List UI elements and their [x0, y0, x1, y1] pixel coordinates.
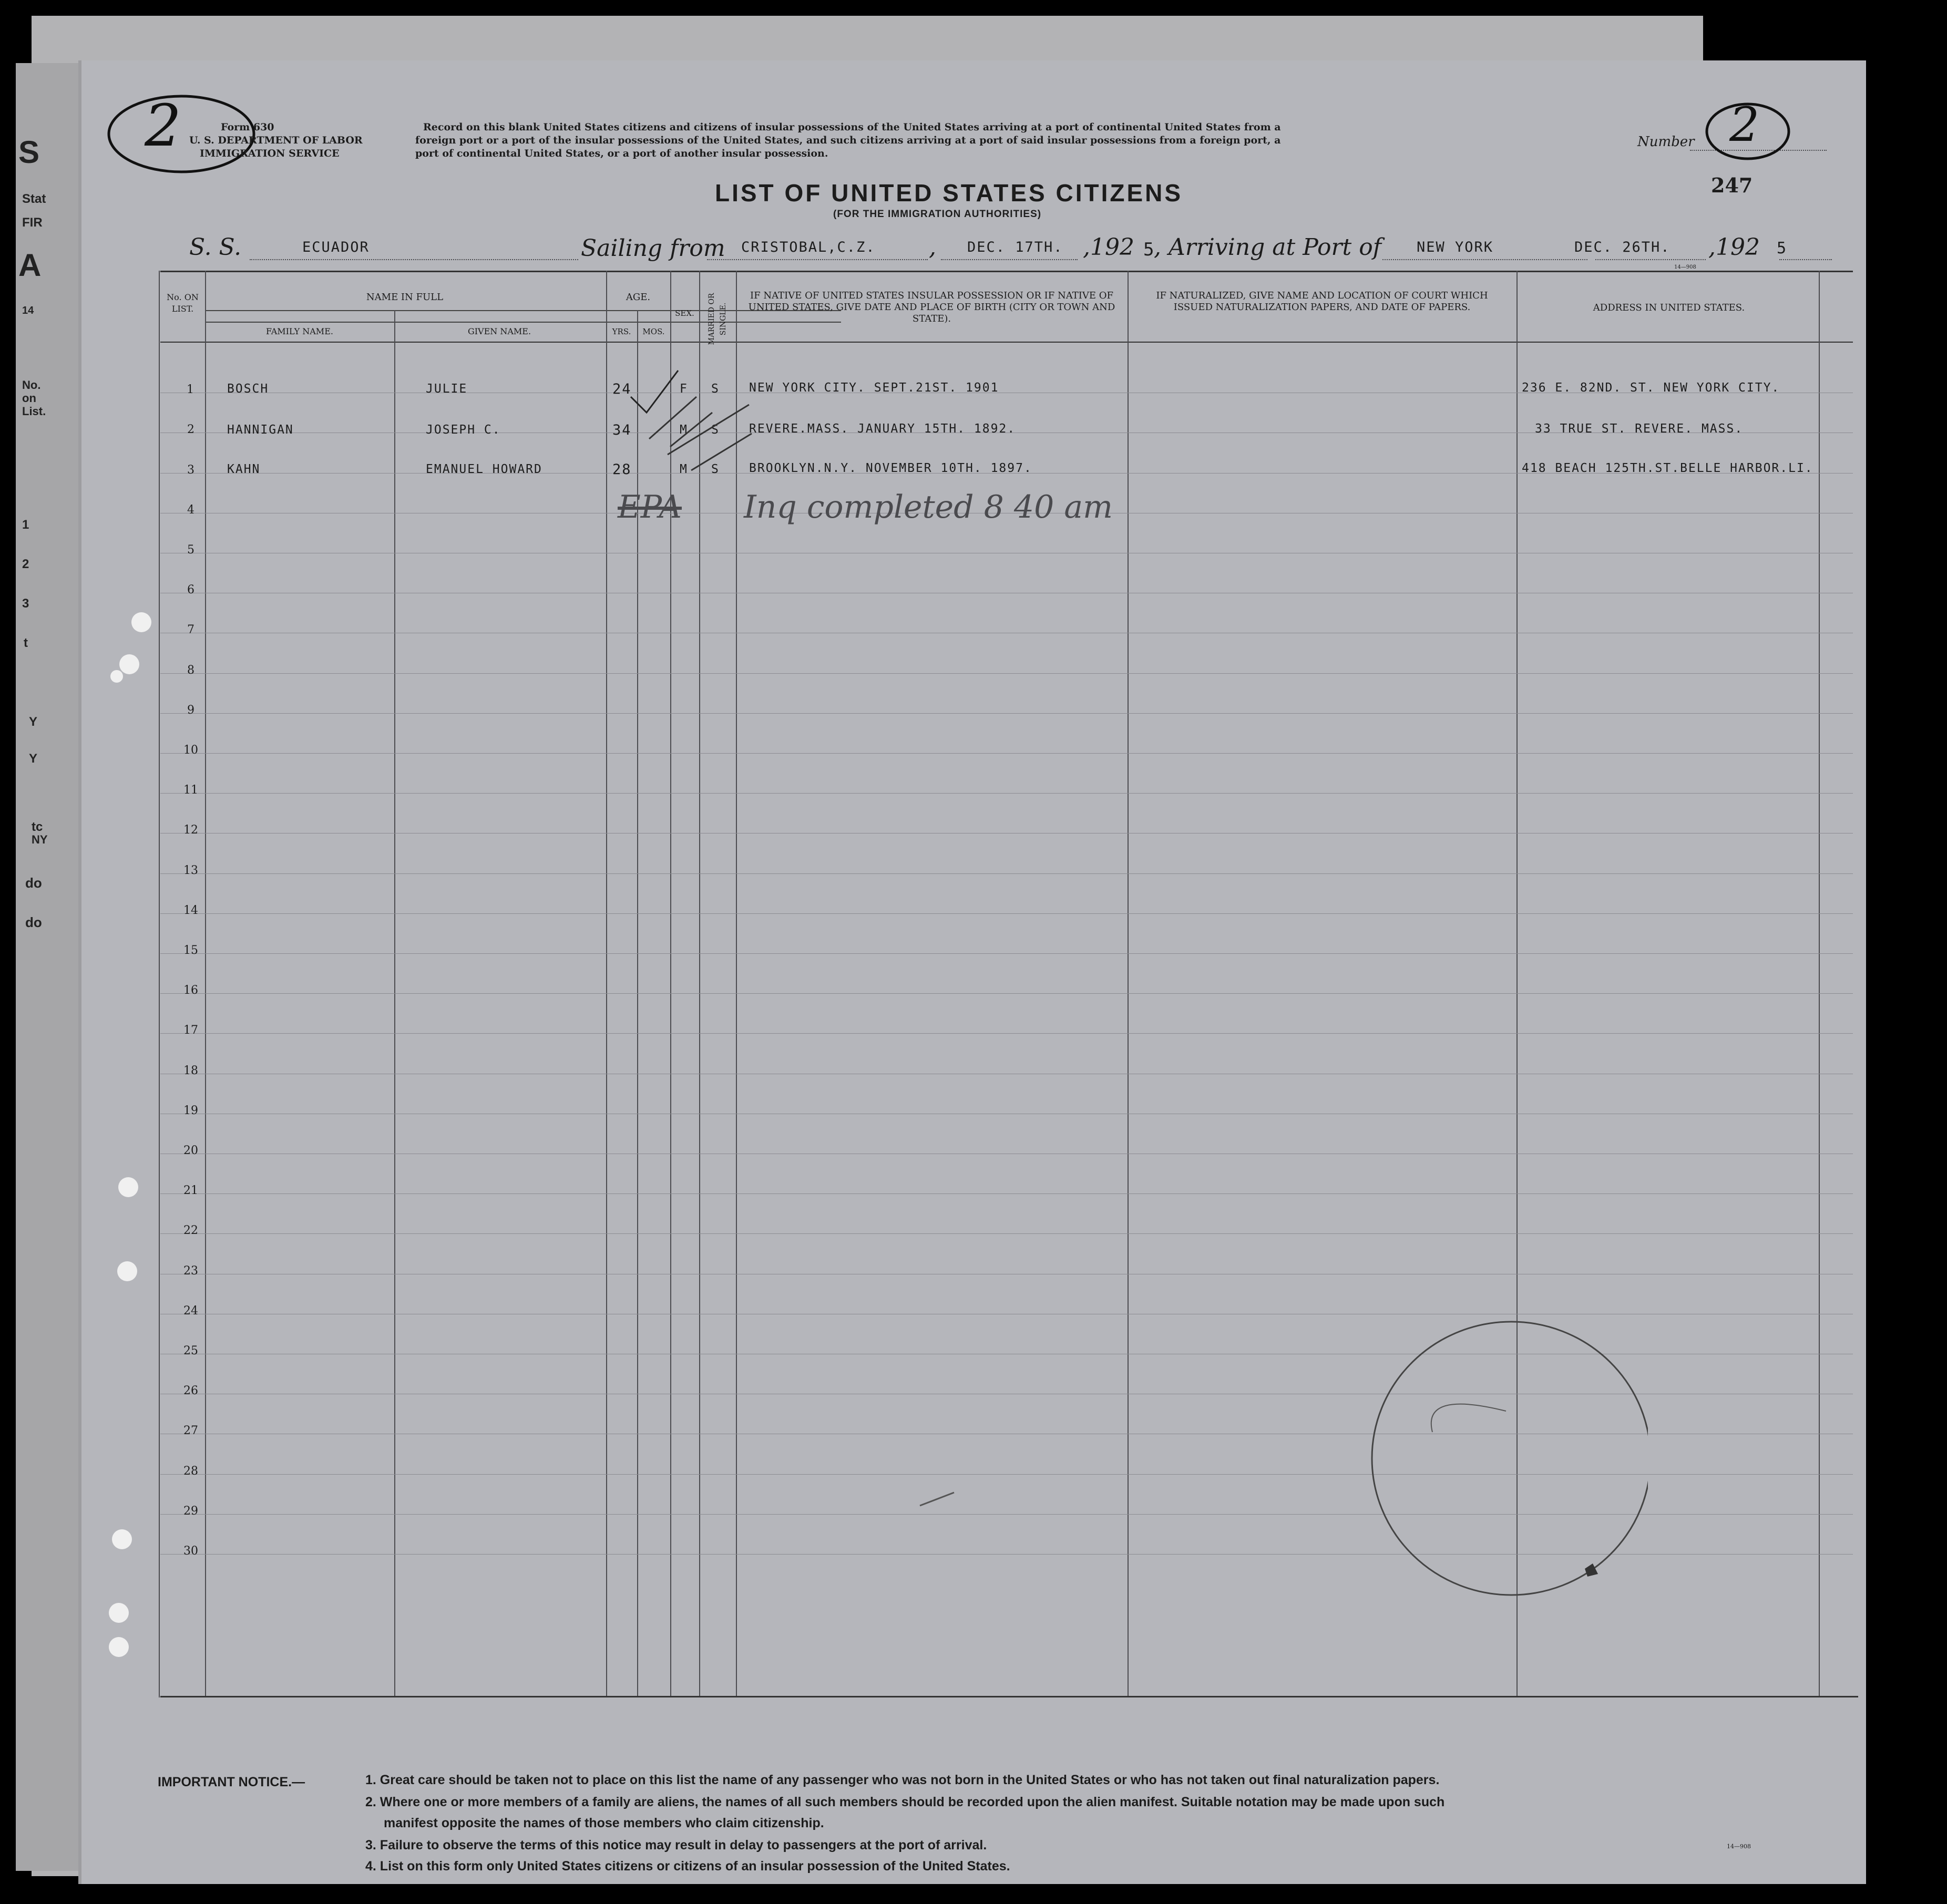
- col-line: [159, 271, 160, 1697]
- handwritten-note: Inq completed 8 40 am: [744, 489, 1113, 526]
- row-number: 24: [183, 1304, 198, 1318]
- row-number: 10: [183, 744, 198, 757]
- sheet-number: 247: [1711, 173, 1753, 197]
- arrival-date-line: [1595, 259, 1706, 260]
- underlying-letter: NY: [32, 833, 48, 846]
- depart-year-prefix: ,192: [1083, 234, 1134, 261]
- col-head-address: ADDRESS IN UNITED STATES.: [1593, 302, 1745, 313]
- birth-details: NEW YORK CITY. SEPT.21ST. 1901: [749, 381, 999, 395]
- address: 33 TRUE ST. REVERE. MASS.: [1535, 422, 1744, 436]
- notice-divider: [160, 1696, 1858, 1697]
- sex: M: [680, 423, 688, 437]
- row-rule: [160, 753, 1853, 754]
- form-id: Form 630: [221, 121, 274, 133]
- ss-label: S. S.: [189, 234, 242, 261]
- stamped-number-left: 2: [145, 92, 181, 159]
- marital-status: S: [711, 423, 720, 437]
- underlying-letter: A: [18, 248, 42, 283]
- col-head-family: FAMILY NAME.: [266, 326, 333, 336]
- col-head-naturalized: IF NATURALIZED, GIVE NAME AND LOCATION OF COURT WHICH ISSUED NATURALIZATION PAPERS, AND DATE OF PAPERS.: [1156, 290, 1488, 313]
- underlying-letter: do: [25, 875, 42, 891]
- arrival-year-prefix: ,192: [1708, 234, 1760, 261]
- year-prefix: 192: [1090, 234, 1134, 261]
- page-subtitle: (FOR THE IMMIGRATION AUTHORITIES): [833, 209, 1042, 220]
- department: U. S. DEPARTMENT OF LABOR: [189, 135, 363, 146]
- notice-item-3: 3. Failure to observe the terms of this notice may result in delay to passengers at the port of arrival.: [365, 1838, 987, 1852]
- arrival-year-line: [1779, 259, 1832, 260]
- given-name: EMANUEL HOWARD: [426, 462, 542, 476]
- row-number: 27: [183, 1424, 198, 1437]
- birth-details: BROOKLYN.N.Y. NOVEMBER 10TH. 1897.: [749, 461, 1032, 475]
- notice-item-4: 4. List on this form only United States citizens or citizens of an insular possession of the United States.: [365, 1859, 1010, 1874]
- underlying-letter: t: [24, 636, 28, 650]
- row-number: 22: [183, 1224, 198, 1237]
- pencil-mark: [917, 1485, 965, 1511]
- punch-hole: [117, 1261, 137, 1281]
- row-rule: [160, 913, 1853, 914]
- punch-hole: [118, 1177, 138, 1197]
- row-number: 3: [187, 464, 194, 477]
- underlying-letter: do: [25, 914, 42, 930]
- col-head-no: No. ON LIST.: [167, 292, 199, 314]
- row-number: 21: [183, 1184, 198, 1197]
- depart-date: DEC. 17TH.: [967, 239, 1063, 255]
- family-name: KAHN: [227, 462, 261, 476]
- notice-item-1: 1. Great care should be taken not to place on this list the name of any passenger who was not born in the United States or who has not taken out final naturalization papers.: [365, 1773, 1440, 1787]
- underlying-letter: tc: [32, 820, 43, 834]
- underlying-letter: No.: [22, 378, 41, 392]
- sailing-label: Sailing from: [581, 235, 725, 262]
- underlying-letter: Y: [29, 752, 38, 766]
- row-rule: [160, 1193, 1853, 1194]
- col-line: [606, 271, 607, 1697]
- from-port: CRISTOBAL,C.Z.: [741, 239, 876, 255]
- service: IMMIGRATION SERVICE: [200, 148, 340, 159]
- printer-mark: 14—908: [1674, 264, 1696, 270]
- depart-year-digit: 5: [1143, 239, 1155, 260]
- punch-hole: [112, 1529, 132, 1549]
- col-head-given: GIVEN NAME.: [467, 326, 531, 336]
- row-number: 23: [183, 1264, 198, 1278]
- page-title: LIST OF UNITED STATES CITIZENS: [715, 179, 1183, 207]
- sex: M: [680, 462, 688, 476]
- col-head-age: AGE.: [626, 292, 651, 303]
- row-rule: [160, 1033, 1853, 1034]
- handwritten-initials: EPA: [618, 489, 682, 526]
- arrival-year-digit: 5: [1777, 239, 1788, 258]
- notice-heading: IMPORTANT NOTICE.—: [158, 1775, 305, 1789]
- given-name: JULIE: [426, 382, 468, 396]
- age-years: 34: [612, 422, 632, 438]
- punch-hole: [109, 1637, 129, 1657]
- row-number: 17: [183, 1024, 198, 1037]
- instructions-line-3: port of continental United States, or a port of another insular possession.: [415, 148, 828, 159]
- age-years: 28: [612, 461, 632, 478]
- ship-name: ECUADOR: [302, 239, 370, 255]
- underlying-letter: Stat: [22, 192, 46, 206]
- underlying-letter: 2: [22, 557, 29, 571]
- from-line: [707, 259, 928, 260]
- row-number: 1: [187, 383, 194, 396]
- row-number: 6: [187, 583, 194, 596]
- col-head-married: MARRIED OR SINGLE.: [708, 293, 727, 345]
- punch-hole: [131, 612, 151, 632]
- check-marks: [628, 334, 765, 491]
- row-number: 9: [187, 704, 194, 717]
- number-label: Number: [1637, 134, 1695, 150]
- row-rule: [160, 673, 1853, 674]
- year-prefix: 192: [1716, 234, 1760, 261]
- col-line: [394, 310, 395, 1697]
- punch-hole: [119, 654, 139, 674]
- col-head-sex: SEX.: [675, 308, 694, 318]
- instructions-line-1: Record on this blank United States citizens and citizens of insular possessions of the United States arriving at a port of continental United States from a: [423, 121, 1281, 133]
- row-number: 25: [183, 1344, 198, 1357]
- number-value: 2: [1729, 97, 1760, 152]
- col-head-birth: IF NATIVE OF UNITED STATES INSULAR POSSESSION OR IF NATIVE OF UNITED STATES, GIVE DATE AND PLACE OF BIRTH (CITY OR TOWN AND STATE).: [748, 290, 1115, 324]
- row-number: 2: [187, 423, 194, 436]
- depart-date-line: [941, 259, 1078, 260]
- row-rule: [160, 713, 1853, 714]
- notice-item-2-cont: manifest opposite the names of those members who claim citizenship.: [384, 1816, 824, 1830]
- underlying-letter: 1: [22, 518, 29, 532]
- row-number: 8: [187, 664, 194, 677]
- col-line: [1819, 271, 1820, 1697]
- col-line: [1128, 271, 1129, 1697]
- instructions-line-2: foreign port or a port of the insular possessions of the United States, and such citizens arriving at a port of said insular possessions from a foreign port, a: [415, 135, 1281, 146]
- address: 236 E. 82ND. ST. NEW YORK CITY.: [1522, 381, 1780, 395]
- row-number: 15: [183, 944, 198, 957]
- underlying-letter: S: [18, 135, 40, 170]
- row-rule: [160, 1233, 1853, 1234]
- notice-item-2: 2. Where one or more members of a family are aliens, the names of all such members should be recorded upon the alien manifest. Suitable notation may be made upon such: [365, 1795, 1445, 1809]
- row-number: 28: [183, 1465, 198, 1478]
- header-bottom-border: [160, 342, 1853, 343]
- underlying-letter: Y: [29, 715, 38, 729]
- underlying-letter: FIR: [22, 215, 43, 230]
- notice-print-code: 14—908: [1727, 1843, 1751, 1850]
- row-number: 19: [183, 1104, 198, 1117]
- row-number: 7: [187, 623, 194, 636]
- row-rule: [160, 993, 1853, 994]
- birth-details: REVERE.MASS. JANUARY 15TH. 1892.: [749, 422, 1016, 436]
- age-years: 24: [612, 381, 632, 397]
- underlying-letter: on: [22, 392, 36, 405]
- col-head-yrs: YRS.: [612, 327, 631, 336]
- underlying-letter: List.: [22, 405, 46, 418]
- punch-hole: [109, 1603, 129, 1623]
- arriving-label: , Arriving at Port of: [1154, 234, 1381, 261]
- punch-hole: [110, 670, 123, 683]
- manifest-sheet: [81, 60, 1866, 1884]
- row-rule: [160, 873, 1853, 874]
- row-rule: [160, 793, 1853, 794]
- marital-status: S: [711, 382, 720, 396]
- arrival-port-line: [1382, 259, 1587, 260]
- pencil-circle: [1354, 1306, 1648, 1611]
- marital-status: S: [711, 462, 720, 476]
- address: 418 BEACH 125TH.ST.BELLE HARBOR.LI.: [1522, 461, 1813, 475]
- row-number: 5: [187, 543, 194, 557]
- row-number: 14: [183, 904, 198, 917]
- col-head-mos: MOS.: [642, 327, 665, 336]
- family-name: HANNIGAN: [227, 423, 294, 437]
- arrival-date: DEC. 26TH.: [1574, 239, 1671, 255]
- row-number: 18: [183, 1064, 198, 1077]
- sex: F: [680, 382, 688, 396]
- row-number: 13: [183, 864, 198, 877]
- family-name: BOSCH: [227, 382, 269, 396]
- col-head-name-in-full: NAME IN FULL: [366, 292, 444, 303]
- row-number: 4: [187, 503, 194, 517]
- ship-line: [250, 259, 578, 260]
- row-number: 20: [183, 1144, 198, 1157]
- row-number: 26: [183, 1384, 198, 1397]
- table-top-border: [160, 271, 1853, 272]
- underlying-letter: 3: [22, 596, 29, 611]
- row-number: 11: [183, 784, 198, 797]
- row-number: 30: [183, 1545, 198, 1558]
- given-name: JOSEPH C.: [426, 423, 501, 437]
- row-number: 16: [183, 984, 198, 997]
- row-number: 29: [183, 1505, 198, 1518]
- arrival-port: NEW YORK: [1417, 239, 1494, 255]
- row-number: 12: [183, 824, 198, 837]
- comma: ,: [929, 234, 936, 261]
- underlying-letter: 14: [22, 305, 34, 316]
- row-rule: [160, 953, 1853, 954]
